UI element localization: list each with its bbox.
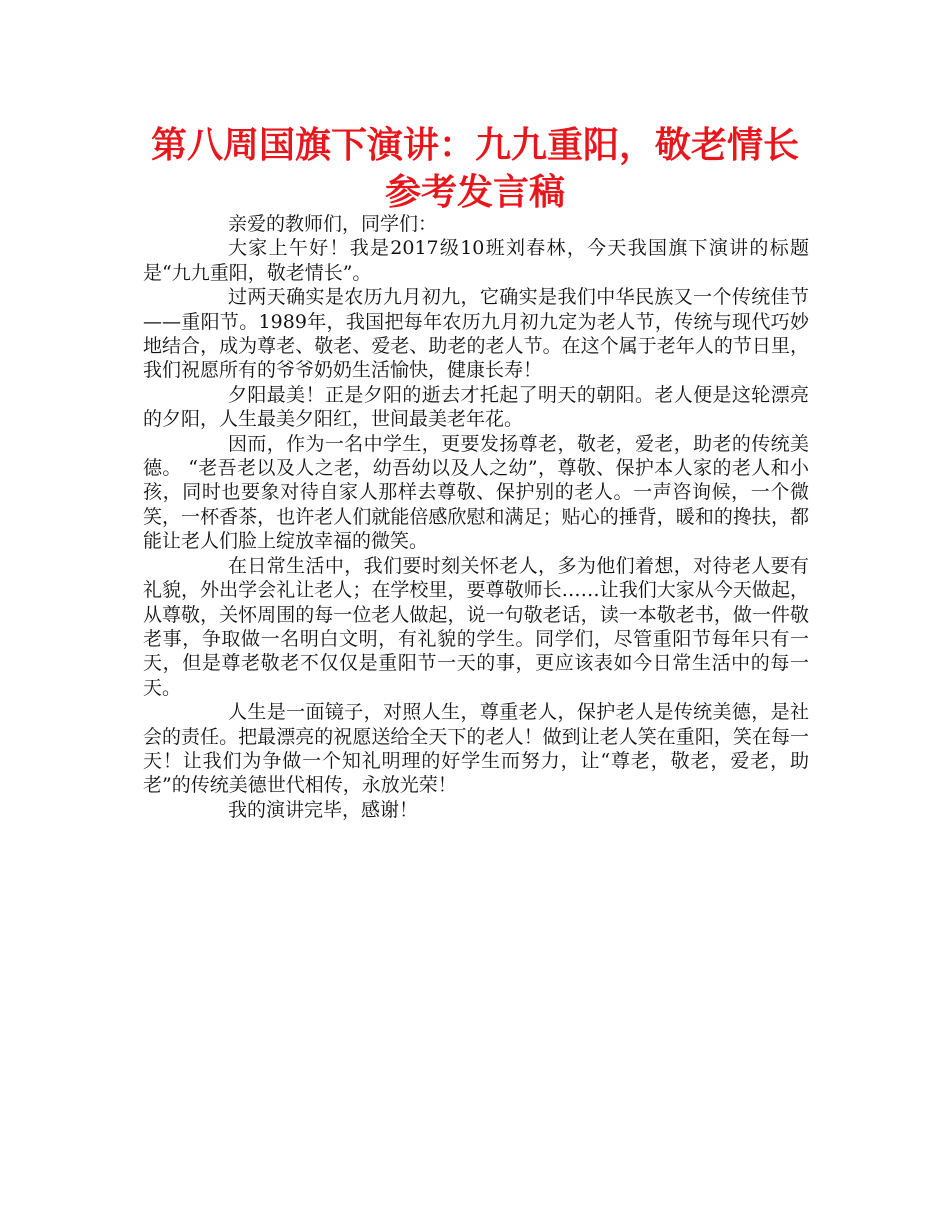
intro-paragraph: 大家上午好！我是2017级10班刘春林，今天我国旗下演讲的标题是“九九重阳，敬老情长”。 [143, 237, 809, 284]
daily-life-paragraph: 在日常生活中，我们要时刻关怀老人，多为他们着想，对待老人要有礼貌，外出学会礼让老人；在学校里，要尊敬师长……让我们大家从今天做起，从尊敬，关怀周围的每一位老人做起，说一句敬老话，读一本敬老书，做一件敬老事，争取做一名明白文明，有礼貌的学生。同学们，尽管重阳节每年只有一天，但是尊老敬老不仅仅是重阳节一天的事，更应该表如今日常生活中的每一天。 [143, 554, 809, 699]
closing-paragraph: 我的演讲完毕，感谢！ [228, 798, 419, 821]
salutation-paragraph: 亲爱的教师们，同学们： [228, 213, 438, 235]
speech-body [143, 212, 809, 822]
festival-paragraph: 过两天确实是农历九月初九，它确实是我们中华民族又一个传统佳节——重阳节。1989年，我国把每年农历九月初九定为老人节，传统与现代巧妙地结合，成为尊老、敬老、爱老、助老的老人节。在这个属于老年人的节日里，我们祝愿所有的爷爷奶奶生活愉快，健康长寿！ [143, 286, 809, 382]
document-title-line-1: 第八周国旗下演讲：九九重阳，敬老情长 [150, 125, 799, 166]
mirror-paragraph: 人生是一面镜子，对照人生，尊重老人，保护老人是传统美德，是社会的责任。把最漂亮的祝愿送给全天下的老人！做到让老人笑在重阳，笑在每一天！让我们为争做一个知礼明理的好学生而努力，让“尊老，敬老，爱老，助老”的传统美德世代相传，永放光荣！ [143, 701, 809, 797]
document-title-line-2: 参考发言稿 [384, 172, 565, 213]
virtue-paragraph: 因而，作为一名中学生，更要发扬尊老，敬老，爱老，助老的传统美德。 “老吾老以及人之老，幼吾幼以及人之幼”，尊敬、保护本人家的老人和小孩，同时也要象对待自家人那样去尊敬、保护别的老人。一声咨询候，一个微笑，一杯香茶，也许老人们就能倍感欣慰和满足；贴心的捶背，暖和的搀扶，都能让老人们脸上绽放幸福的微笑。 [143, 432, 809, 553]
sunset-paragraph: 夕阳最美！正是夕阳的逝去才托起了明天的朝阳。老人便是这轮漂亮的夕阳，人生最美夕阳红，世间最美老年花。 [143, 383, 809, 431]
